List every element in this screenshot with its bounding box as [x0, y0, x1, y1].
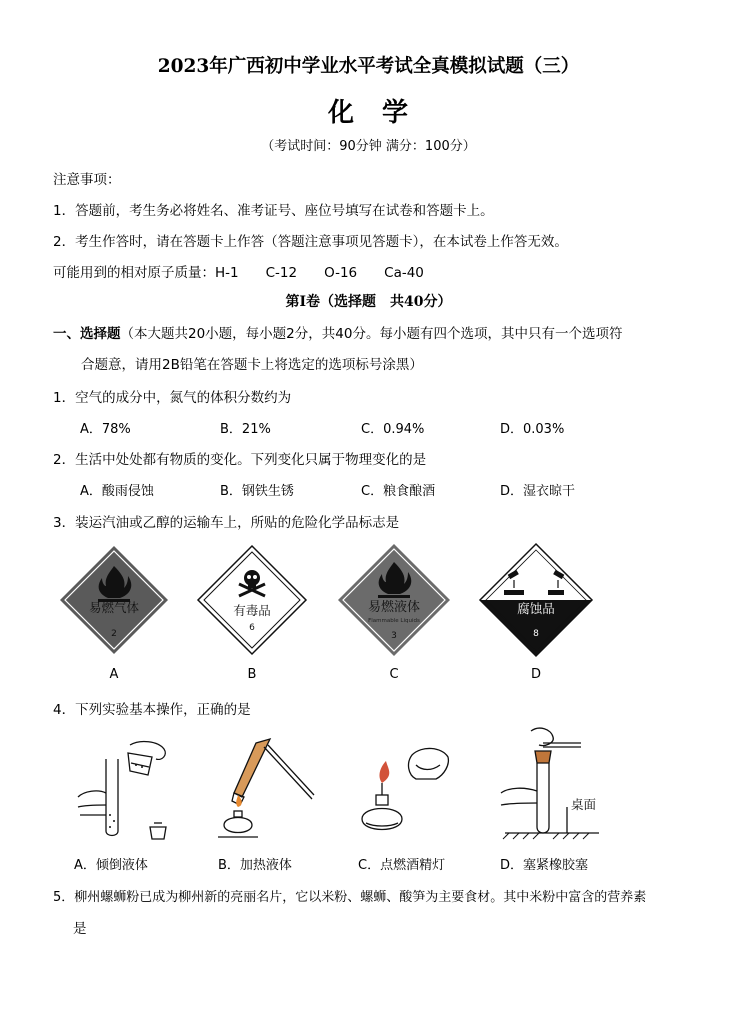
- hazard-sign-flammable-liquid: [336, 542, 452, 658]
- q2-option-d: D．湿衣晾干: [500, 484, 576, 499]
- illustration-lighting-lamp: [352, 735, 462, 845]
- sign-d-text: 腐蚀品: [517, 601, 555, 616]
- q4-caption-d: D．塞紧橡胶塞: [500, 858, 589, 873]
- exam-info: （考试时间：90分钟 满分：100分）: [261, 139, 476, 154]
- page-title: 2023年广西初中学业水平考试全真模拟试题（三）: [157, 56, 580, 77]
- question-5-stem-line-1: 5．柳州螺蛳粉已成为柳州新的亮丽名片，它以米粉、螺蛳、酸笋为主要食材。其中米粉中富含的营养素: [53, 890, 647, 905]
- q1-option-b: B．21%: [220, 422, 271, 437]
- hazard-sign-toxic: [196, 544, 308, 656]
- part-description-line-1: [53, 322, 622, 342]
- atomic-mass: 可能用到的相对原子质量：H-1 C-12 O-16 Ca-40: [53, 265, 424, 281]
- q4-caption-b: B．加热液体: [218, 858, 292, 873]
- sign-c-text: 易燃液体: [367, 600, 421, 615]
- q4-caption-c: C．点燃酒精灯: [358, 858, 446, 873]
- illustration-pouring-liquid: [70, 735, 180, 845]
- sign-d-label: D: [530, 667, 541, 682]
- sign-a-number: 2: [111, 629, 117, 639]
- illustration-heating-liquid: [212, 735, 322, 845]
- sign-c-subtext: Flammable Liquids: [368, 618, 420, 624]
- q4-caption-a: A．倾倒液体: [74, 858, 148, 873]
- notice-item-1: 1．答题前，考生务必将姓名、准考证号、座位号填写在试卷和答题卡上。: [53, 203, 494, 219]
- sign-a-label: A: [109, 667, 119, 682]
- sign-c-number: 3: [391, 631, 397, 641]
- sign-b-text: 有毒品: [233, 603, 271, 618]
- sign-b-label: B: [247, 667, 257, 682]
- notice-heading: 注意事项：: [53, 172, 121, 188]
- section-title: 第Ⅰ卷（选择题 共40分）: [285, 294, 452, 310]
- q1-option-c: C．0.94%: [361, 422, 425, 437]
- q1-option-a: A．78%: [80, 422, 131, 437]
- q2-option-a: A．酸雨侵蚀: [80, 484, 154, 499]
- question-5-stem-line-2: 是: [73, 921, 87, 937]
- desk-annotation: 桌面: [571, 797, 597, 812]
- hazard-sign-corrosive: [478, 542, 594, 658]
- q2-option-c: C．粮食酿酒: [361, 484, 436, 499]
- sign-c-label: C: [389, 667, 399, 682]
- part-description-line-2: 合题意，请用2B铅笔在答题卡上将选定的选项标号涂黑）: [81, 357, 423, 373]
- part-desc-1: （本大题共20小题，每小题2分，共40分。每小题有四个选项，其中只有一个选项符: [120, 326, 623, 342]
- hazard-sign-flammable-gas: [58, 544, 170, 656]
- question-1-stem: 1．空气的成分中，氮气的体积分数约为: [53, 390, 292, 406]
- part-label: 一、选择题: [53, 326, 121, 342]
- subject-title: 化 学: [327, 98, 409, 128]
- question-2-stem: 2．生活中处处都有物质的变化。下列变化只属于物理变化的是: [53, 452, 427, 468]
- illustration-rubber-stopper: [495, 723, 605, 843]
- q1-option-d: D．0.03%: [500, 422, 565, 437]
- sign-d-number: 8: [533, 629, 539, 639]
- q2-option-b: B．钢铁生锈: [220, 484, 294, 499]
- sign-b-number: 6: [249, 623, 255, 633]
- notice-item-2: 2．考生作答时，请在答题卡上作答（答题注意事项见答题卡），在本试卷上作答无效。: [53, 234, 568, 250]
- question-4-stem: 4．下列实验基本操作，正确的是: [53, 702, 251, 718]
- question-3-stem: 3．装运汽油或乙醇的运输车上，所贴的危险化学品标志是: [53, 515, 400, 531]
- sign-a-text: 易燃气体: [88, 600, 140, 615]
